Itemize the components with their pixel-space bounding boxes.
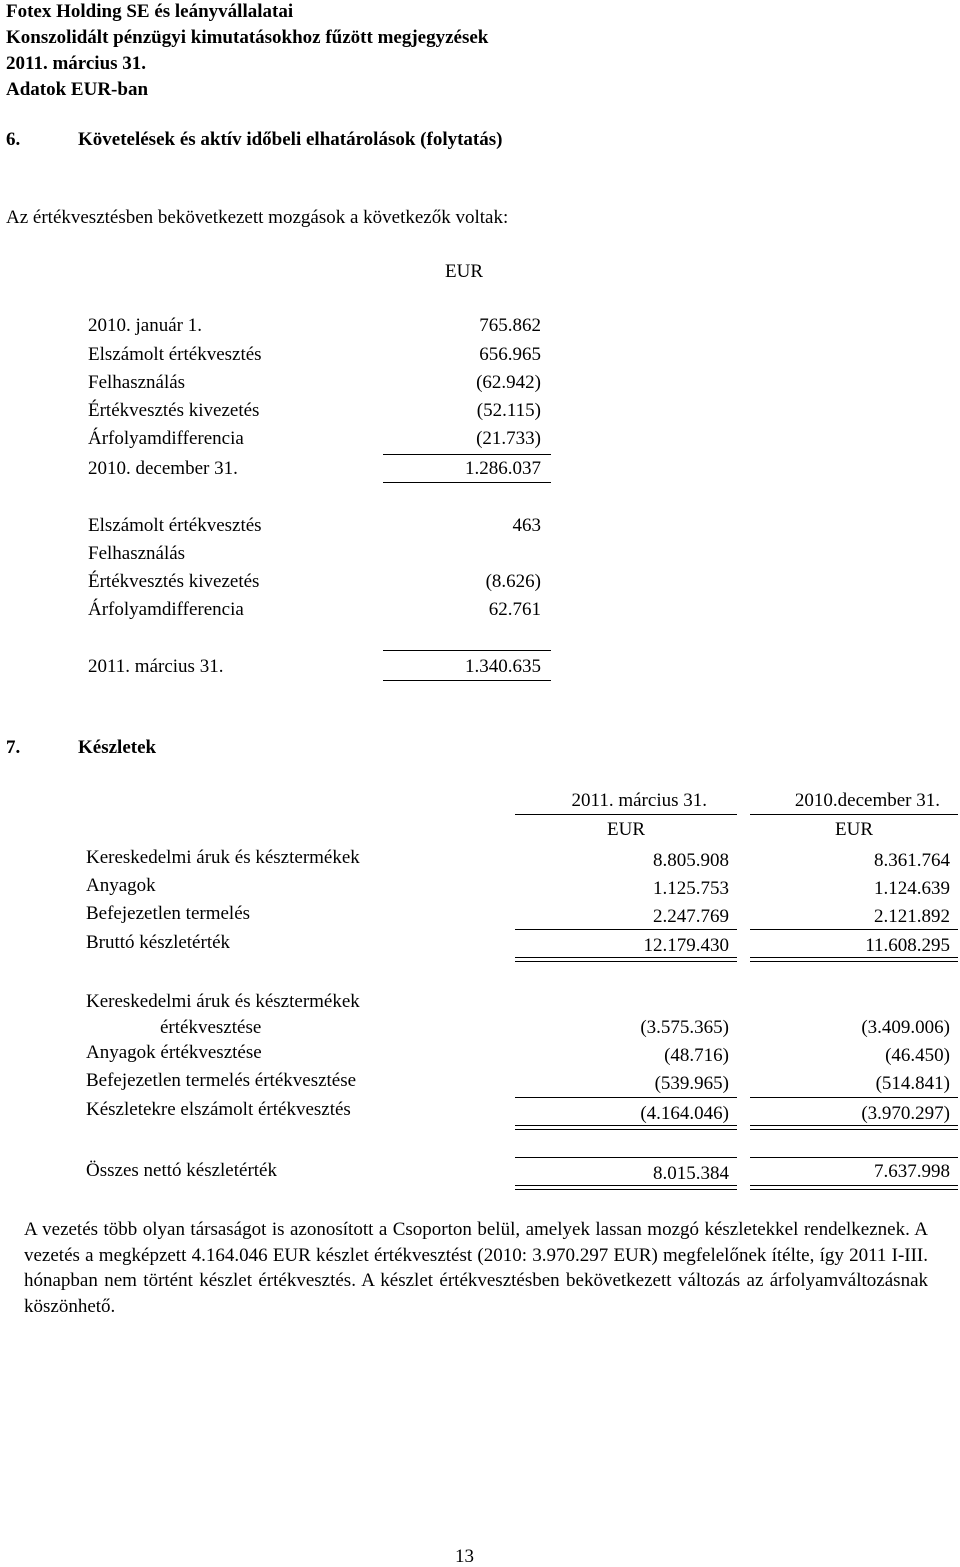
s7-double-rule [750, 957, 958, 962]
s6-row-label: Elszámolt értékvesztés [88, 344, 262, 365]
s7-row-value: 8.361.764 [874, 850, 950, 871]
section6-title: Követelések és aktív időbeli elhatárolások (folytatás) [78, 129, 503, 150]
document-title: Konszolidált pénzügyi kimutatásokhoz fűzött megjegyzések [6, 27, 489, 48]
s7-row-value: (3.575.365) [640, 1017, 729, 1038]
s7-header-rule [750, 814, 958, 815]
section7-number: 7. [6, 737, 21, 758]
s6-row-value: 463 [512, 515, 541, 536]
s7-col2-header: 2010.december 31. [794, 790, 940, 811]
s7-double-rule [515, 1125, 737, 1130]
s7-col1-header: 2011. március 31. [571, 790, 707, 811]
s7-subtotal-rule [750, 929, 958, 930]
s7-row-value: 1.125.753 [653, 878, 729, 899]
s6-row-label: Árfolyamdifferencia [88, 599, 244, 620]
s6-row-label: Felhasználás [88, 372, 186, 393]
s7-row-value: 2.121.892 [874, 906, 950, 927]
s6-row-value: (21.733) [476, 428, 541, 449]
s7-row-value: 2.247.769 [653, 906, 729, 927]
s7-row-label: Bruttó készletérték [86, 932, 231, 953]
s7-double-rule [750, 1125, 958, 1130]
page-number: 13 [455, 1546, 474, 1567]
s7-subtotal-rule [515, 1097, 737, 1098]
s6-total-rule [383, 680, 551, 681]
s6-row-value: 62.761 [488, 599, 541, 620]
s7-row-value: (3.409.006) [861, 1017, 950, 1038]
s7-double-rule [750, 1185, 958, 1190]
s6-total-rule [383, 482, 551, 483]
section6-intro: Az értékvesztésben bekövetkezett mozgások a következők voltak: [6, 207, 509, 228]
s6-row-label: Értékvesztés kivezetés [88, 400, 260, 421]
s7-row-value: 7.637.998 [874, 1161, 950, 1182]
s7-subtotal-rule [515, 929, 737, 930]
s6-row-value: (8.626) [485, 571, 541, 592]
s6-row-value: 1.340.635 [465, 656, 541, 677]
s7-row-label: Kereskedelmi áruk és késztermékek [86, 847, 360, 868]
document-date: 2011. március 31. [6, 53, 147, 74]
s7-row-value: (539.965) [654, 1073, 729, 1094]
s7-subtotal-rule [750, 1157, 958, 1158]
company-name: Fotex Holding SE és leányvállalatai [6, 1, 294, 22]
s6-row-value: 765.862 [479, 315, 541, 336]
s6-row-label: Értékvesztés kivezetés [88, 571, 260, 592]
s6-subtotal-rule [383, 454, 551, 455]
s7-row-label: Anyagok értékvesztése [86, 1042, 262, 1063]
s7-header-rule [515, 814, 737, 815]
s7-row-value: (48.716) [664, 1045, 729, 1066]
s7-col1-unit: EUR [607, 819, 645, 840]
s6-row-value: (62.942) [476, 372, 541, 393]
s6-row-label: Elszámolt értékvesztés [88, 515, 262, 536]
s6-row-label: 2010. január 1. [88, 315, 202, 336]
s7-row-value: (3.970.297) [861, 1103, 950, 1124]
s7-row-label: Anyagok [86, 875, 156, 896]
s7-row-value: 8.805.908 [653, 850, 729, 871]
s7-row-label: Befejezetlen termelés [86, 903, 251, 924]
currency-note: Adatok EUR-ban [6, 79, 149, 100]
s7-row-value: 12.179.430 [643, 935, 729, 956]
s7-row-label: Kereskedelmi áruk és késztermékek [86, 991, 360, 1012]
s7-col2-unit: EUR [835, 819, 873, 840]
section6-col-header: EUR [445, 261, 483, 282]
section7-paragraph: A vezetés több olyan társaságot is azonosított a Csoporton belül, amelyek lassan mozgó készletekkel rendelkeznek. A vezetés a megképzett 4.164.046 EUR készlet értékvesztést (2010: 3.970.297 EUR) megfelelőnek ítélte, így 2011 I-III. hónapban nem történt készlet értékvesztés. A készlet értékvesztésben bekövetkezett változás az árfolyamváltozásnak köszönhető. [24, 1219, 928, 1317]
s7-subtotal-rule [515, 1157, 737, 1158]
s6-row-label: Felhasználás [88, 543, 186, 564]
s7-double-rule [515, 1185, 737, 1190]
s7-row-value: 11.608.295 [865, 935, 950, 956]
s7-row-value: (46.450) [885, 1045, 950, 1066]
s6-row-value: 1.286.037 [465, 458, 541, 479]
s6-row-label: 2010. december 31. [88, 458, 238, 479]
s7-row-value: (514.841) [875, 1073, 950, 1094]
s7-row-value: (4.164.046) [640, 1103, 729, 1124]
s7-row-label: Befejezetlen termelés értékvesztése [86, 1070, 357, 1091]
s7-row-value: 8.015.384 [653, 1163, 729, 1184]
section6-number: 6. [6, 129, 21, 150]
s7-row-label-cont: értékvesztése [160, 1017, 262, 1038]
s7-row-value: 1.124.639 [874, 878, 950, 899]
s6-row-label: Árfolyamdifferencia [88, 428, 244, 449]
s6-row-value: (52.115) [476, 400, 541, 421]
s7-double-rule [515, 957, 737, 962]
s6-row-label: 2011. március 31. [88, 656, 224, 677]
s7-subtotal-rule [750, 1097, 958, 1098]
s7-row-label: Összes nettó készletérték [86, 1160, 277, 1181]
s7-row-label: Készletekre elszámolt értékvesztés [86, 1099, 351, 1120]
s6-row-value: 656.965 [479, 344, 541, 365]
s6-subtotal-rule [383, 650, 551, 651]
section7-title: Készletek [78, 737, 157, 758]
